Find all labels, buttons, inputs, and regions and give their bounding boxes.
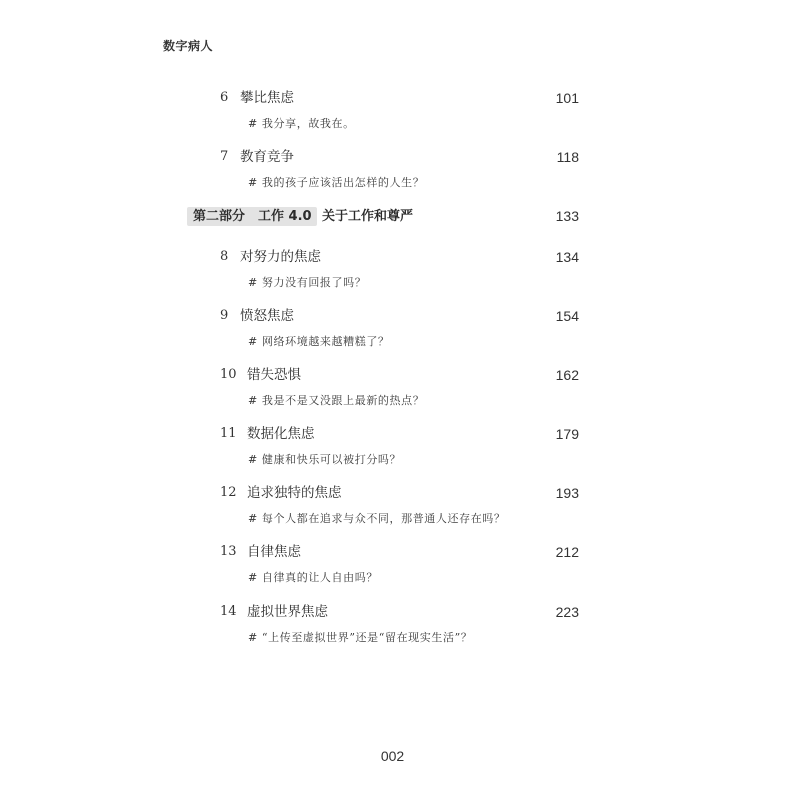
page-number: 162 (555, 367, 579, 383)
chapter-title: 对努力的焦虑 (240, 249, 321, 265)
chapter-subtitle: # 我的孩子应该活出怎样的人生？ (248, 176, 425, 189)
chapter-number: 13 (220, 544, 237, 559)
chapter-subtitle: # 每个人都在追求与众不同，那普通人还存在吗？ (248, 512, 506, 525)
toc-part-heading[interactable] (0, 207, 800, 227)
page-number: 212 (555, 544, 579, 560)
chapter-subtitle: # 自律真的让人自由吗？ (248, 571, 378, 584)
chapter-title: 教育竞争 (240, 149, 294, 165)
chapter-subtitle: # 努力没有回报了吗？ (248, 276, 367, 289)
page-folio-number: 002 (380, 748, 405, 764)
chapter-number: 11 (220, 426, 237, 441)
chapter-subtitle: # 网络环境越来越糟糕了？ (248, 335, 390, 348)
chapter-title: 数据化焦虑 (247, 426, 315, 442)
page-number: 193 (555, 485, 579, 501)
chapter-subtitle: # 我是不是又没跟上最新的热点？ (248, 394, 425, 407)
page-number: 133 (555, 208, 579, 224)
chapter-title: 自律焦虑 (247, 544, 301, 560)
chapter-title: 攀比焦虑 (240, 90, 294, 106)
chapter-number: 10 (220, 367, 237, 382)
chapter-title: 错失恐惧 (247, 367, 301, 383)
chapter-subtitle: # 我分享，故我在。 (248, 117, 355, 130)
chapter-number: 6 (220, 90, 229, 105)
chapter-number: 14 (220, 604, 237, 619)
chapter-number: 12 (220, 485, 237, 500)
chapter-title: 虚拟世界焦虑 (247, 604, 328, 620)
page-number: 179 (555, 426, 579, 442)
chapter-number: 8 (220, 249, 229, 264)
page-number: 101 (555, 90, 579, 106)
page-number: 134 (555, 249, 579, 265)
chapter-title: 愤怒焦虑 (240, 308, 294, 324)
chapter-number: 7 (220, 149, 229, 164)
chapter-subtitle: # “上传至虚拟世界”还是“留在现实生活”？ (248, 631, 473, 644)
chapter-subtitle: # 健康和快乐可以被打分吗？ (248, 453, 402, 466)
chapter-number: 9 (220, 308, 229, 323)
chapter-title: 追求独特的焦虑 (247, 485, 342, 501)
part-label: 第二部分 工作 4.0 (187, 207, 317, 226)
part-subtitle: 关于工作和尊严 (322, 209, 414, 224)
page-number: 154 (555, 308, 579, 324)
page-number: 118 (556, 149, 579, 165)
running-header-book-title: 数字病人 (163, 39, 214, 53)
page-number: 223 (555, 604, 579, 620)
